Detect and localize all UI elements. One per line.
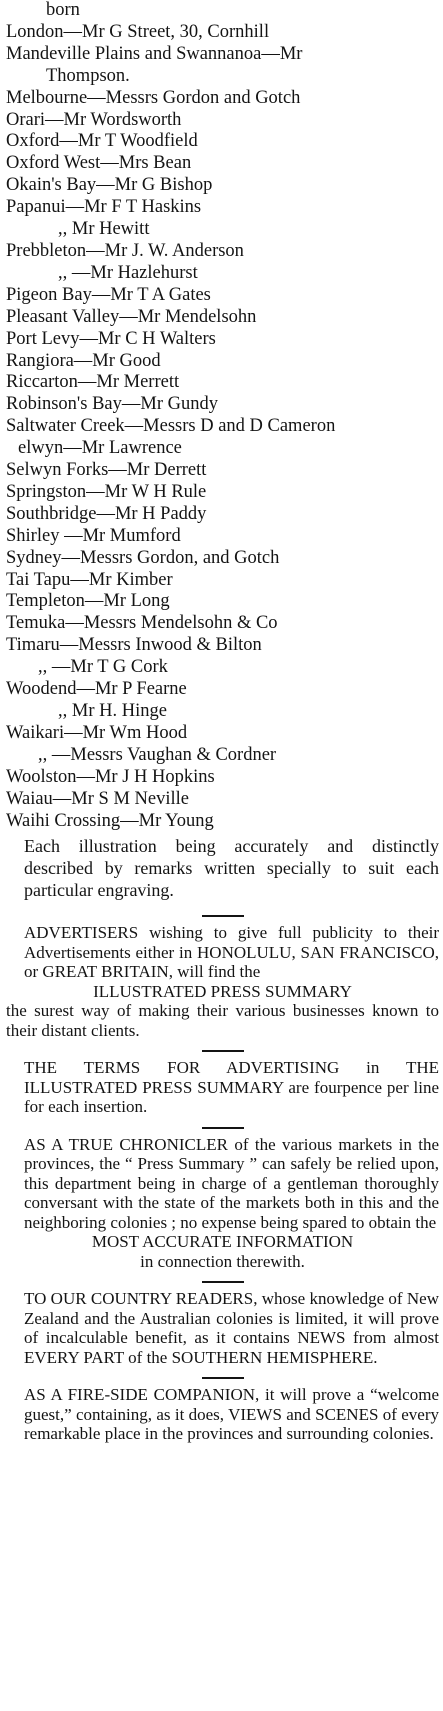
agent-line: Prebbleton—Mr J. W. Anderson <box>6 240 244 261</box>
divider <box>202 1281 244 1283</box>
country-readers-text: TO OUR COUNTRY READERS, whose knowledge of New Zealand and the Australian colonies is limited, it will prove of incalculable benefit, as it contains NEWS from almost EVERY PART of the SOUTHERN HEMISPHERE. <box>24 1289 439 1367</box>
agent-line: Southbridge—Mr H Paddy <box>6 503 207 524</box>
chronicler-lead: AS A TRUE CHRONICLER of the various markets in the provinces, the “ Press Summary ” can safely be relied upon, this department being in charge of a gentleman thoroughly conversant with the state of the markets both in this and the neighboring colonies ; no expense being spared to obtain the <box>24 1134 439 1232</box>
agent-line: ,, Mr H. Hinge <box>58 701 167 721</box>
agent-line: Springston—Mr W H Rule <box>6 481 207 502</box>
agent-line: Selwyn Forks—Mr Derrett <box>6 460 207 481</box>
fireside-notice <box>6 1385 439 1444</box>
agent-line: Tai Tapu—Mr Kimber <box>6 569 173 590</box>
agent-line: Papanui—Mr F T Haskins <box>6 197 202 218</box>
advertisers-title: ILLUSTRATED PRESS SUMMARY <box>93 981 352 1001</box>
agent-line: Waikari—Mr Wm Hood <box>6 722 188 743</box>
agent-line: Thompson. <box>46 65 130 86</box>
agent-line: Oxford West—Mrs Bean <box>6 153 192 174</box>
advertisers-tail: the surest way of making their various businesses known to their distant clients. <box>6 1001 439 1040</box>
agent-line: Melbourne—Messrs Gordon and Gotch <box>6 87 301 108</box>
agent-line: Orari—Mr Wordsworth <box>6 109 182 130</box>
agent-line: Mandeville Plains and Swannanoa—Mr <box>6 43 303 64</box>
agent-line: Robinson's Bay—Mr Gundy <box>6 394 218 415</box>
terms-text: THE TERMS FOR ADVERTISING in THE ILLUSTRATED PRESS SUMMARY are fourpence per line for each insertion. <box>24 1058 439 1117</box>
advertisers-lead: ADVERTISERS wishing to give full publicity to their Advertisements either in HONOLULU, SAN FRANCISCO, or GREAT BRITAIN, will find the <box>24 923 439 982</box>
agent-line: Temuka—Messrs Mendelsohn & Co <box>6 613 278 634</box>
agent-line: Sydney—Messrs Gordon, and Gotch <box>6 547 280 568</box>
agent-line: Okain's Bay—Mr G Bishop <box>6 175 213 196</box>
agent-line: ,, —Messrs Vaughan & Cordner <box>38 744 277 765</box>
agent-line: Rangiora—Mr Good <box>6 350 161 371</box>
chronicler-tail: in connection therewith. <box>140 1251 305 1271</box>
agent-line: Riccarton—Mr Merrett <box>6 372 180 393</box>
agent-line: Pleasant Valley—Mr Mendelsohn <box>6 306 257 327</box>
illustration-note-text: Each illustration being accurately and distinctly described by remarks written specially to suit each particular engraving. <box>24 836 439 901</box>
fireside-text: AS A FIRE-SIDE COMPANION, it will prove a “welcome guest,” containing, as it does, VIEWS and SCENES of every remarkable place in the provinces and surrounding colonies. <box>24 1385 439 1444</box>
divider <box>202 1050 244 1052</box>
agent-line: Templeton—Mr Long <box>6 591 170 612</box>
chronicler-title: MOST ACCURATE INFORMATION <box>91 1232 354 1252</box>
country-readers-notice <box>6 1289 439 1367</box>
agent-line: Woodend—Mr P Fearne <box>6 679 187 700</box>
advertisers-notice <box>6 923 439 1040</box>
agent-line: ,, Mr Hewitt <box>58 219 150 240</box>
agent-line: Port Levy—Mr C H Walters <box>6 328 216 349</box>
divider <box>202 915 244 917</box>
agent-line: born <box>46 0 80 20</box>
agent-line: ,, —Mr Hazlehurst <box>58 262 198 283</box>
divider <box>202 1127 244 1129</box>
illustration-note <box>6 835 439 901</box>
agent-line: ,, —Mr T G Cork <box>38 657 168 678</box>
agent-line: Timaru—Messrs Inwood & Bilton <box>6 635 262 656</box>
agent-line: Pigeon Bay—Mr T A Gates <box>6 284 211 305</box>
agent-line: Oxford—Mr T Woodfield <box>6 131 198 152</box>
agent-line: London—Mr G Street, 30, Cornhill <box>6 21 270 42</box>
divider <box>202 1377 244 1379</box>
agent-line: Woolston—Mr J H Hopkins <box>6 766 215 787</box>
agent-line: Saltwater Creek—Messrs D and D Cameron <box>6 416 336 437</box>
agent-line: Waiau—Mr S M Neville <box>6 788 189 809</box>
terms-notice <box>6 1058 439 1117</box>
agent-line: Shirley —Mr Mumford <box>6 525 181 546</box>
chronicler-notice <box>6 1135 439 1272</box>
agent-line: Waihi Crossing—Mr Young <box>6 810 214 831</box>
agent-line: elwyn—Mr Lawrence <box>18 438 182 459</box>
agents-list <box>6 0 439 832</box>
